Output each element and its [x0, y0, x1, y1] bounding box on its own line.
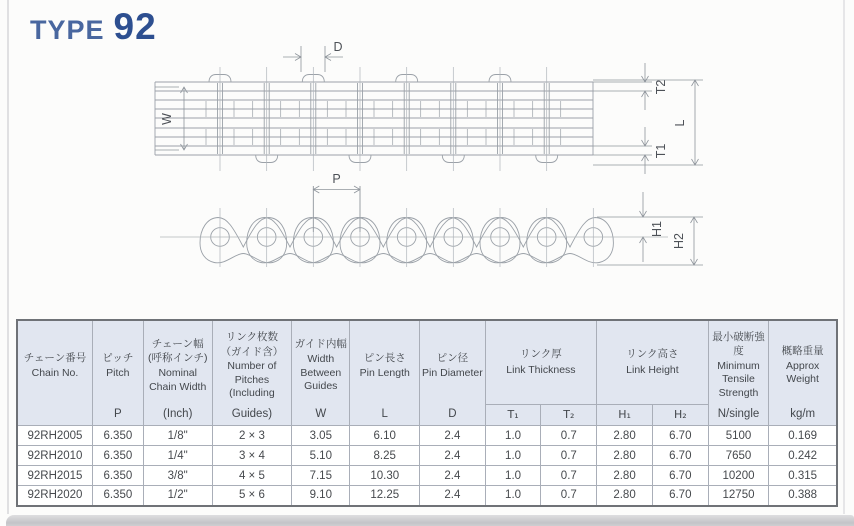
cell-h1: 2.80 [597, 426, 653, 446]
cell-pitch: 6.350 [92, 426, 143, 446]
header-nominal-width-en: Nominal Chain Width [149, 367, 207, 393]
header-chain-no-jp: チェーン番号 [23, 351, 87, 364]
cell-pitches: 4 × 5 [212, 466, 292, 486]
dim-label-t1: T1 [654, 143, 668, 159]
cell-weight: 0.315 [769, 466, 837, 486]
cell-t1: 1.0 [485, 446, 541, 466]
dim-label-h1: H1 [650, 221, 664, 237]
header-t2: T₂ [541, 405, 597, 426]
header-link-height-jp: リンク高さ [626, 347, 679, 360]
cell-pin-diameter: 2.4 [420, 466, 486, 486]
cell-tensile: 12750 [708, 486, 769, 506]
header-link-thickness [485, 320, 597, 405]
header-pitch-count-en: Number of Pitches (Including [227, 360, 277, 400]
header-pitch-count-symbol: Guides) [231, 408, 273, 420]
header-nominal-width [143, 320, 212, 426]
dim-label-t2: T2 [654, 79, 668, 95]
header-pitch-count-jp: リンク枚数 [225, 330, 279, 343]
cell-pitches: 3 × 4 [212, 446, 292, 466]
cell-h1: 2.80 [597, 486, 653, 506]
cell-h2: 6.70 [652, 426, 708, 446]
cell-pitches: 5 × 6 [212, 486, 292, 506]
cell-h2: 6.70 [652, 446, 708, 466]
header-guide-width-symbol: W [315, 408, 327, 420]
header-h2: H₂ [652, 405, 708, 426]
page-title-prefix: TYPE [30, 15, 105, 45]
header-link-height [597, 320, 709, 405]
header-link-thickness-jp: リンク厚 [520, 347, 562, 360]
header-pin-diameter-jp: ピン径 [436, 351, 469, 364]
cell-nominal-width: 1/8" [143, 426, 212, 446]
header-tensile-symbol: N/single [717, 408, 760, 420]
header-pitch-jp: ピッチ [102, 351, 134, 364]
header-pitch-count-jp2: （ガイド含） [220, 345, 284, 358]
cell-h2: 6.70 [652, 486, 708, 506]
dim-label-l: L [673, 119, 687, 127]
header-h1: H₁ [597, 405, 653, 426]
cell-pin-length: 12.25 [350, 486, 420, 506]
dim-label-d: D [333, 40, 343, 54]
header-pin-length-jp: ピン長さ [363, 351, 406, 364]
header-nominal-width-symbol: (Inch) [163, 408, 193, 420]
header-pin-diameter [420, 320, 486, 426]
header-weight-jp: 概略重量 [781, 345, 824, 358]
cell-t1: 1.0 [485, 486, 541, 506]
cell-pin-length: 6.10 [350, 426, 420, 446]
cell-chain-no: 92RH2015 [17, 466, 92, 486]
header-pin-length-en: Pin Length [359, 366, 410, 379]
page-title-number: 92 [113, 6, 157, 47]
header-pitch-en: Pitch [106, 366, 130, 379]
cell-t1: 1.0 [485, 426, 541, 446]
header-link-thickness-en: Link Thickness [506, 363, 576, 376]
header-pin-length-symbol: L [381, 408, 388, 420]
page-edge-bottom [6, 515, 854, 526]
cell-tensile: 7650 [708, 446, 769, 466]
cell-pin-diameter: 2.4 [420, 426, 486, 446]
table-row [17, 426, 837, 446]
header-pin-diameter-en: Pin Diameter [422, 366, 483, 379]
cell-guide-width: 5.10 [292, 446, 350, 466]
header-guide-width [292, 320, 350, 426]
chain-plan-view [155, 67, 593, 171]
header-link-height-en: Link Height [626, 363, 679, 376]
cell-chain-no: 92RH2010 [17, 446, 92, 466]
header-tensile [708, 320, 769, 426]
cell-t1: 1.0 [485, 466, 541, 486]
cell-pitch: 6.350 [92, 466, 143, 486]
cell-weight: 0.242 [769, 446, 837, 466]
dimension-lines [155, 46, 703, 265]
header-chain-no [17, 320, 92, 426]
cell-pin-diameter: 2.4 [420, 486, 486, 506]
cell-pin-diameter: 2.4 [420, 446, 486, 466]
cell-chain-no: 92RH2005 [17, 426, 92, 446]
header-tensile-jp: 最小破断強度 [712, 331, 765, 358]
cell-guide-width: 3.05 [292, 426, 350, 446]
header-nominal-width-jp2: (呼称インチ) [147, 352, 208, 365]
dimension-labels [160, 40, 687, 249]
header-weight-en: Approx Weight [786, 359, 820, 386]
header-nominal-width-jp: チェーン幅 [151, 337, 204, 350]
cell-t2: 0.7 [541, 466, 597, 486]
chain-side-view [160, 186, 668, 267]
guide-tabs [209, 75, 558, 163]
header-pitch-count [212, 320, 292, 426]
cell-nominal-width: 1/2" [143, 486, 212, 506]
cell-nominal-width: 1/4" [143, 446, 212, 466]
table-row [17, 446, 837, 466]
spec-table [16, 319, 838, 507]
header-pin-length [350, 320, 420, 426]
cell-guide-width: 9.10 [292, 486, 350, 506]
header-guide-width-en: Width Between Guides [300, 352, 342, 393]
cell-weight: 0.169 [769, 426, 837, 446]
cell-tensile: 5100 [708, 426, 769, 446]
header-tensile-en: Minimum Tensile Strength [717, 359, 760, 399]
cell-t2: 0.7 [541, 426, 597, 446]
header-guide-width-jp: ガイド内幅 [294, 338, 347, 351]
header-pin-diameter-symbol: D [448, 408, 457, 420]
table-row [17, 466, 837, 486]
cell-pitches: 2 × 3 [212, 426, 292, 446]
dim-label-p: P [332, 172, 341, 186]
cell-t2: 0.7 [541, 446, 597, 466]
dim-label-w: W [160, 113, 174, 125]
header-pitch [92, 320, 143, 426]
pins [218, 83, 550, 154]
table-row [17, 486, 837, 506]
cell-h1: 2.80 [597, 466, 653, 486]
cell-t2: 0.7 [541, 486, 597, 506]
cell-h1: 2.80 [597, 446, 653, 466]
header-pitch-symbol: P [114, 408, 122, 420]
header-t1: T₁ [485, 405, 541, 426]
cell-pin-length: 10.30 [350, 466, 420, 486]
header-chain-no-en: Chain No. [31, 366, 79, 379]
header-weight [769, 320, 837, 426]
cell-pitch: 6.350 [92, 446, 143, 466]
cell-nominal-width: 3/8" [143, 466, 212, 486]
hole-centerlines [160, 186, 668, 267]
cell-pitch: 6.350 [92, 486, 143, 506]
cell-weight: 0.388 [769, 486, 837, 506]
dim-label-h2: H2 [672, 233, 686, 249]
cell-chain-no: 92RH2020 [17, 486, 92, 506]
cell-h2: 6.70 [652, 466, 708, 486]
cell-guide-width: 7.15 [292, 466, 350, 486]
cell-pin-length: 8.25 [350, 446, 420, 466]
cell-tensile: 10200 [708, 466, 769, 486]
header-weight-symbol: kg/m [790, 408, 816, 420]
